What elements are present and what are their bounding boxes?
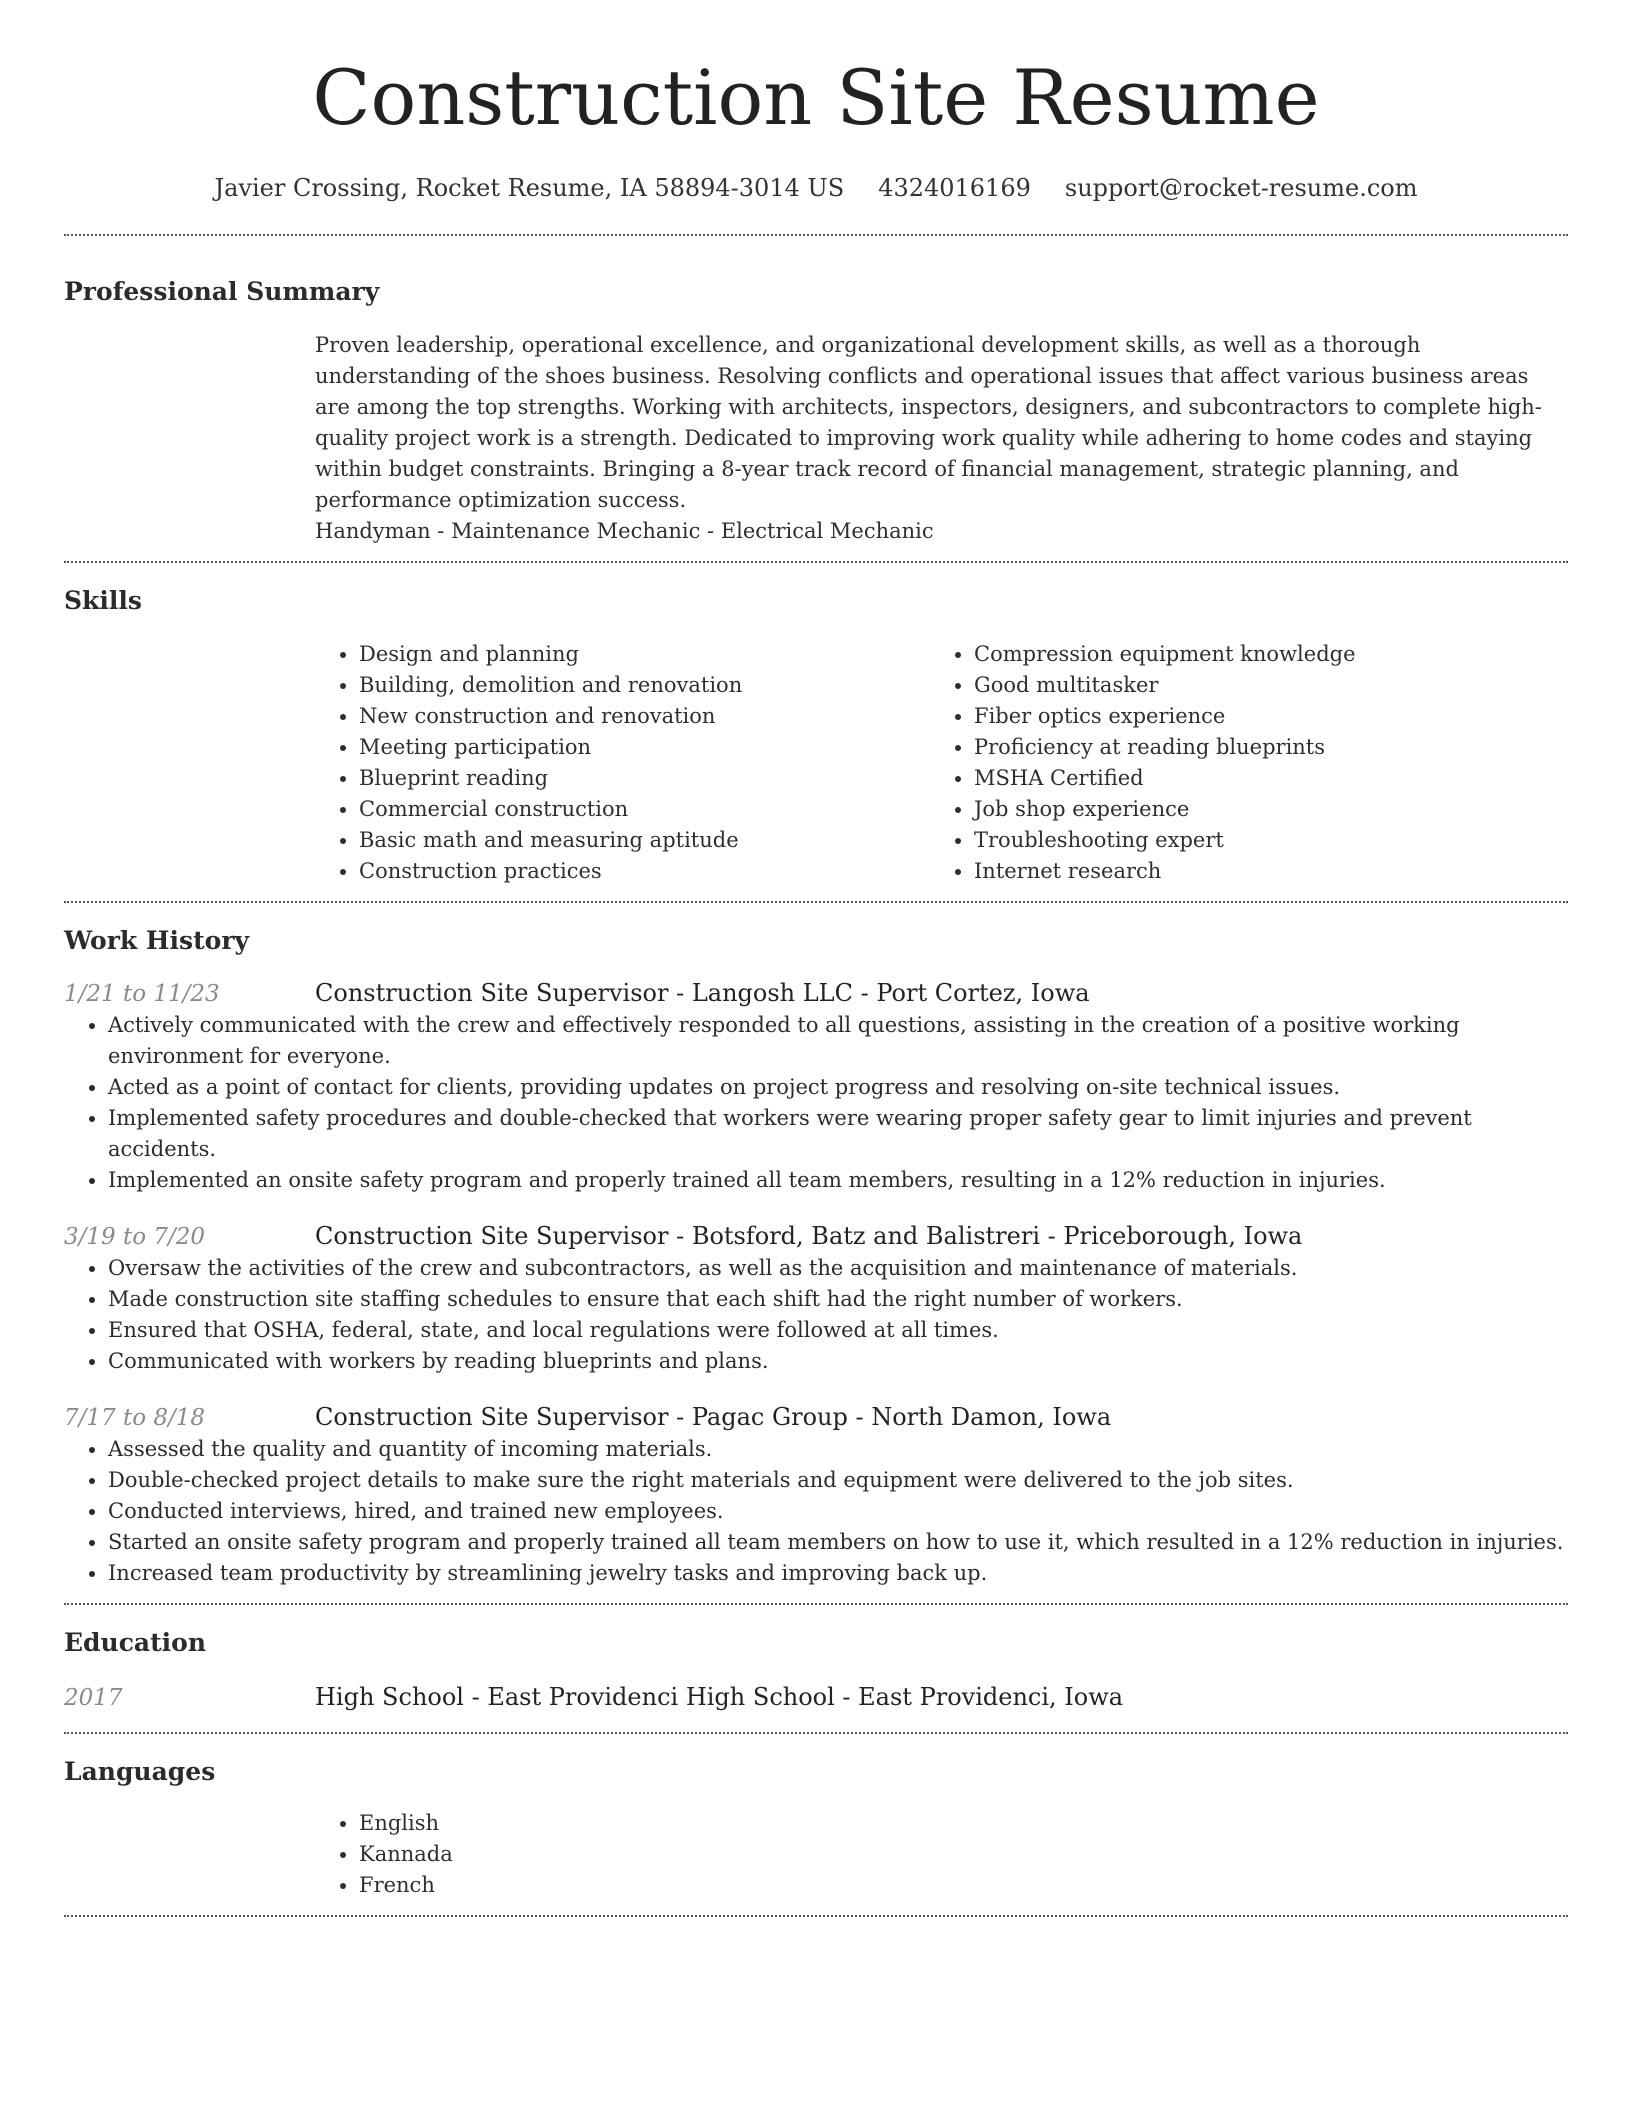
job-header: [64, 977, 1568, 1010]
work-section: [64, 903, 1568, 1589]
job-dates: 1/21 to 11/23: [64, 981, 220, 1007]
skills-columns: [315, 639, 1568, 887]
job-entry: [64, 977, 1568, 1196]
job-entry: [64, 1220, 1568, 1377]
job-title: Construction Site Supervisor - Botsford, Batz and Balistreri - Priceborough, Iowa: [315, 1222, 1303, 1250]
skills-section: [64, 563, 1568, 887]
education-entry: [64, 1681, 1568, 1714]
languages-list: [315, 1808, 1568, 1901]
languages-heading: Languages: [64, 1757, 216, 1786]
skill-item: • Proficiency at reading blueprints: [974, 732, 1545, 763]
education-heading: Education: [64, 1628, 207, 1657]
job-dates: 7/17 to 8/18: [64, 1405, 206, 1431]
skill-item: • Basic math and measuring aptitude: [359, 825, 930, 856]
job-bullet: • Communicated with workers by reading blueprints and plans.: [108, 1346, 1568, 1377]
job-bullet: • Implemented safety procedures and double-checked that workers were wearing proper safety gear to limit injuries and prevent accidents.: [108, 1103, 1568, 1165]
language-item: • French: [359, 1870, 1568, 1901]
skill-item: • Compression equipment knowledge: [974, 639, 1545, 670]
skill-item: • Construction practices: [359, 856, 930, 887]
job-bullets: [64, 1010, 1568, 1196]
job-dates: 3/19 to 7/20: [64, 1224, 206, 1250]
job-title: Construction Site Supervisor - Pagac Group - North Damon, Iowa: [315, 1403, 1112, 1431]
contact-line: [64, 172, 1568, 204]
skill-item: • Commercial construction: [359, 794, 930, 825]
skill-item: • Fiber optics experience: [974, 701, 1545, 732]
job-bullet: • Increased team productivity by streamlining jewelry tasks and improving back up.: [108, 1558, 1568, 1589]
job-header: [64, 1401, 1568, 1434]
summary-content: [315, 330, 1568, 547]
job-bullet: • Actively communicated with the crew and effectively responded to all questions, assisting in the creation of a positive working environment for everyone.: [108, 1010, 1568, 1072]
job-title: Construction Site Supervisor - Langosh LLC - Port Cortez, Iowa: [315, 979, 1090, 1007]
language-item: • English: [359, 1808, 1568, 1839]
job-bullet: • Started an onsite safety program and properly trained all team members on how to use it, which resulted in a 12% reduction in injuries.: [108, 1527, 1568, 1558]
job-bullets: [64, 1253, 1568, 1377]
job-entry: [64, 1401, 1568, 1589]
section-divider: [64, 1915, 1568, 1917]
job-bullet: • Conducted interviews, hired, and trained new employees.: [108, 1496, 1568, 1527]
job-bullet: • Acted as a point of contact for clients, providing updates on project progress and resolving on-site technical issues.: [108, 1072, 1568, 1103]
summary-roles: Handyman - Maintenance Mechanic - Electrical Mechanic: [315, 519, 934, 543]
languages-section: [64, 1734, 1568, 1901]
skills-column-right: [930, 639, 1545, 887]
job-bullet: • Implemented an onsite safety program and properly trained all team members, resulting in a 12% reduction in injuries.: [108, 1165, 1568, 1196]
skill-item: • Meeting participation: [359, 732, 930, 763]
summary-text: Proven leadership, operational excellence, and organizational development skills, as well as a thorough understanding of the shoes business. Resolving conflicts and operational issues that affect various business areas are among the top strengths. Working with architects, inspectors, designers, and subcontractors to complete high-quality project work is a strength. Dedicated to improving work quality while adhering to home codes and staying within budget constraints. Bringing a 8-year track record of financial management, strategic planning, and performance optimization success.: [315, 333, 1542, 512]
skill-item: • Building, demolition and renovation: [359, 670, 930, 701]
resume-title: Construction Site Resume: [312, 53, 1320, 142]
contact-email: support@rocket-resume.com: [1064, 174, 1418, 202]
skill-item: • Job shop experience: [974, 794, 1545, 825]
skill-item: • Design and planning: [359, 639, 930, 670]
skill-item: • Good multitasker: [974, 670, 1545, 701]
job-bullet: • Made construction site staffing schedules to ensure that each shift had the right number of workers.: [108, 1284, 1568, 1315]
education-degree: High School - East Providenci High School - East Providenci, Iowa: [315, 1683, 1124, 1711]
language-item: • Kannada: [359, 1839, 1568, 1870]
skill-item: • Internet research: [974, 856, 1545, 887]
work-heading: Work History: [64, 926, 250, 955]
skill-item: • New construction and renovation: [359, 701, 930, 732]
skill-item: • Blueprint reading: [359, 763, 930, 794]
summary-heading: Professional Summary: [64, 277, 380, 306]
summary-section: [64, 236, 1568, 547]
contact-phone: 4324016169: [878, 174, 1031, 202]
skills-column-left: [315, 639, 930, 887]
job-bullet: • Oversaw the activities of the crew and subcontractors, as well as the acquisition and maintenance of materials.: [108, 1253, 1568, 1284]
skill-item: • MSHA Certified: [974, 763, 1545, 794]
job-header: [64, 1220, 1568, 1253]
job-bullet: • Double-checked project details to make sure the right materials and equipment were delivered to the job sites.: [108, 1465, 1568, 1496]
education-section: [64, 1605, 1568, 1714]
skill-item: • Troubleshooting expert: [974, 825, 1545, 856]
contact-address: Javier Crossing, Rocket Resume, IA 58894-3014 US: [214, 174, 845, 202]
skills-heading: Skills: [64, 586, 142, 615]
job-bullets: [64, 1434, 1568, 1589]
job-bullet: • Assessed the quality and quantity of incoming materials.: [108, 1434, 1568, 1465]
education-year: 2017: [64, 1685, 123, 1711]
job-bullet: • Ensured that OSHA, federal, state, and local regulations were followed at all times.: [108, 1315, 1568, 1346]
